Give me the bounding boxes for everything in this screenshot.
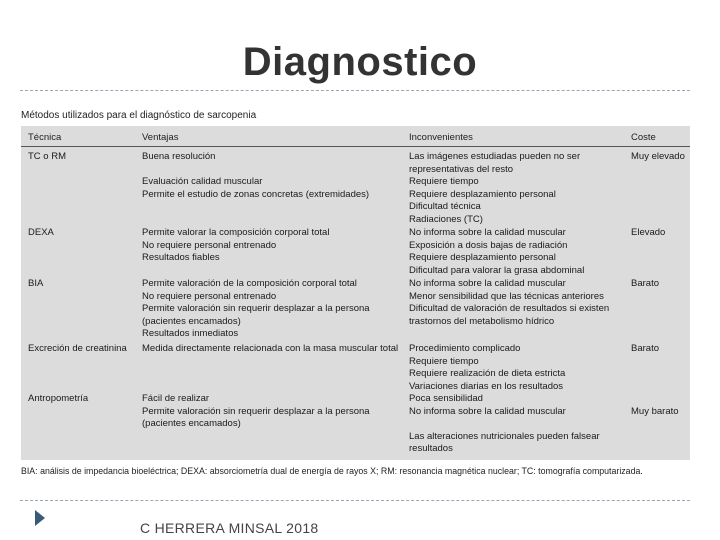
coste-cell: Muy elevado <box>631 151 685 162</box>
inconvenientes-cell <box>409 227 584 277</box>
inconveniente-line: Dificultad técnica <box>409 201 481 213</box>
slide-bullet-arrow-icon <box>35 510 45 526</box>
slide-title: Diagnostico <box>242 40 478 84</box>
tecnica-cell: DEXA <box>28 227 54 238</box>
inconveniente-line: Variaciones diarias en los resultados <box>409 380 564 392</box>
inconveniente-line: Exposición a dosis bajas de radiación <box>409 239 568 251</box>
inconveniente-line: Menor sensibilidad que las técnicas anteriores <box>409 290 604 302</box>
ventaja-line: (pacientes encamados) <box>142 315 241 327</box>
ventaja-line: Permite valoración sin requerir desplazar a la persona <box>142 405 370 417</box>
inconveniente-line: No informa sobre la calidad muscular <box>409 278 566 289</box>
ventaja-line: Permite valoración de la composición corporal total <box>142 278 357 289</box>
header-coste: Coste <box>631 132 656 143</box>
inconveniente-line: Requiere desplazamiento personal <box>409 188 556 200</box>
ventaja-line: Permite valorar la composición corporal total <box>142 227 330 238</box>
inconveniente-line: representativas del resto <box>409 163 514 175</box>
inconveniente-line: No informa sobre la calidad muscular <box>409 227 566 238</box>
ventaja-line: Resultados inmediatos <box>142 328 239 340</box>
inconveniente-line: Requiere desplazamiento personal <box>409 252 556 264</box>
ventajas-cell <box>142 151 369 201</box>
coste-cell: Barato <box>631 343 659 354</box>
inconveniente-line: Requiere realización de dieta estricta <box>409 368 566 380</box>
ventaja-line: Medida directamente relacionada con la masa muscular total <box>142 343 399 354</box>
inconveniente-line: trastornos del metabolismo hídrico <box>409 315 555 327</box>
ventaja-line: (pacientes encamados) <box>142 418 241 430</box>
inconveniente-line: Las imágenes estudiadas pueden no ser <box>409 151 581 162</box>
inconveniente-line: Radiaciones (TC) <box>409 213 483 225</box>
tecnica-cell: TC o RM <box>28 151 66 162</box>
inconveniente-line: Las alteraciones nutricionales pueden falsear <box>409 430 600 442</box>
inconveniente-line: Requiere tiempo <box>409 355 479 367</box>
inconvenientes-cell <box>409 278 609 328</box>
header-inconvenientes: Inconvenientes <box>409 132 473 143</box>
ventaja-line: Permite el estudio de zonas concretas (extremidades) <box>142 188 370 200</box>
top-divider <box>20 90 690 91</box>
ventaja-line: No requiere personal entrenado <box>142 239 277 251</box>
table-footnote: BIA: análisis de impedancia bioeléctrica; DEXA: absorciometría dual de energía de rayos X; RM: resonancia magnética nuclear; TC: tomografía computarizada. <box>21 466 643 476</box>
coste-cell: Barato <box>631 278 659 289</box>
ventajas-cell <box>142 227 329 265</box>
ventaja-line: Evaluación calidad muscular <box>142 176 263 188</box>
sarcopenia-methods-table <box>21 126 690 460</box>
inconvenientes-cell <box>409 151 580 227</box>
inconvenientes-cell <box>409 343 565 393</box>
inconveniente-line: Procedimiento complicado <box>409 343 521 354</box>
inconveniente-line: Dificultad para valorar la grasa abdominal <box>409 264 585 276</box>
ventaja-line: Fácil de realizar <box>142 393 210 404</box>
inconveniente-line: Requiere tiempo <box>409 176 479 188</box>
inconveniente-line: Poca sensibilidad <box>409 393 483 404</box>
bottom-divider <box>20 500 690 501</box>
inconveniente-line: resultados <box>409 443 453 455</box>
tecnica-cell: BIA <box>28 278 44 289</box>
table-header-row <box>21 126 690 147</box>
ventaja-line: Resultados fiables <box>142 252 220 264</box>
ventaja-line <box>142 164 369 177</box>
ventaja-line: Permite valoración sin requerir desplazar a la persona <box>142 303 370 315</box>
ventajas-cell <box>142 393 370 431</box>
inconveniente-line: No informa sobre la calidad muscular <box>409 405 566 417</box>
coste-cell: Elevado <box>631 227 666 238</box>
header-tecnica: Técnica <box>28 132 62 143</box>
inconveniente-line <box>409 418 600 431</box>
table-caption: Métodos utilizados para el diagnóstico de sarcopenia <box>21 110 257 121</box>
inconveniente-line: Dificultad de valoración de resultados si existen <box>409 303 610 315</box>
tecnica-cell: Excreción de creatinina <box>28 343 127 354</box>
ventajas-cell <box>142 343 398 356</box>
tecnica-cell: Antropometría <box>28 393 89 404</box>
slide-footer: C HERRERA MINSAL 2018 <box>140 520 319 536</box>
inconvenientes-cell <box>409 393 600 456</box>
ventaja-line: Buena resolución <box>142 151 216 162</box>
ventaja-line: No requiere personal entrenado <box>142 290 277 302</box>
coste-cell: Muy barato <box>631 406 679 417</box>
header-ventajas: Ventajas <box>142 132 179 143</box>
ventajas-cell <box>142 278 370 341</box>
